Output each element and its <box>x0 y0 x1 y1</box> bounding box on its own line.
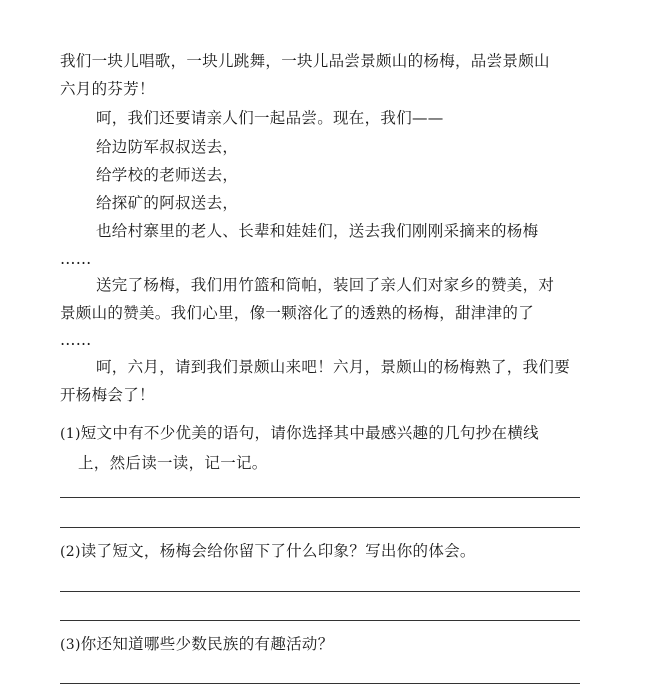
passage-p3: 给边防军叔叔送去， <box>96 138 239 156</box>
passage-p8-line1: 呵，六月，请到我们景颇山来吧！六月，景颇山的杨梅熟了，我们要 <box>96 358 571 376</box>
question-1-text-line2: 上，然后读一读，记一记。 <box>78 454 268 472</box>
passage-p1-line2: 六月的芬芳！ <box>60 80 155 98</box>
question-3-number: (3) <box>60 637 81 653</box>
passage-p4: 给学校的老师送去， <box>96 166 239 184</box>
passage-p7-line1: 送完了杨梅，我们用竹篮和筒帕，装回了亲人们对家乡的赞美，对 <box>96 276 555 294</box>
answer-line-q1-2[interactable] <box>60 527 580 528</box>
question-3-text: 你还知道哪些少数民族的有趣活动？ <box>80 635 334 653</box>
question-2-text: 读了短文，杨梅会给你留下了什么印象？写出你的体会。 <box>80 542 476 560</box>
answer-line-q3-1[interactable] <box>60 683 580 684</box>
passage-p2: 呵，我们还要请亲人们一起品尝。现在，我们—— <box>96 109 444 127</box>
question-1-number: (1) <box>60 426 81 442</box>
question-2 <box>60 541 476 562</box>
answer-line-q2-1[interactable] <box>60 591 580 592</box>
passage-p6-line2: …… <box>60 250 92 268</box>
passage-p8-line2: 开杨梅会了！ <box>60 386 155 404</box>
passage-p7-line3: …… <box>60 331 92 349</box>
question-1 <box>60 423 539 444</box>
question-1-text-line1: 短文中有不少优美的语句，请你选择其中最感兴趣的几句抄在横线 <box>80 424 539 442</box>
question-2-number: (2) <box>60 544 81 560</box>
passage-p1-line1: 我们一块儿唱歌，一块儿跳舞，一块儿品尝景颇山的杨梅，品尝景颇山 <box>60 52 550 70</box>
answer-line-q2-2[interactable] <box>60 620 580 621</box>
passage-p6-line1: 也给村寨里的老人、长辈和娃娃们，送去我们刚刚采摘来的杨梅 <box>96 222 539 240</box>
answer-line-q1-1[interactable] <box>60 497 580 498</box>
passage-p5: 给探矿的阿叔送去， <box>96 194 239 212</box>
question-3 <box>60 634 334 655</box>
passage-p7-line2: 景颇山的赞美。我们心里，像一颗溶化了的透熟的杨梅，甜津津的了 <box>60 304 535 322</box>
